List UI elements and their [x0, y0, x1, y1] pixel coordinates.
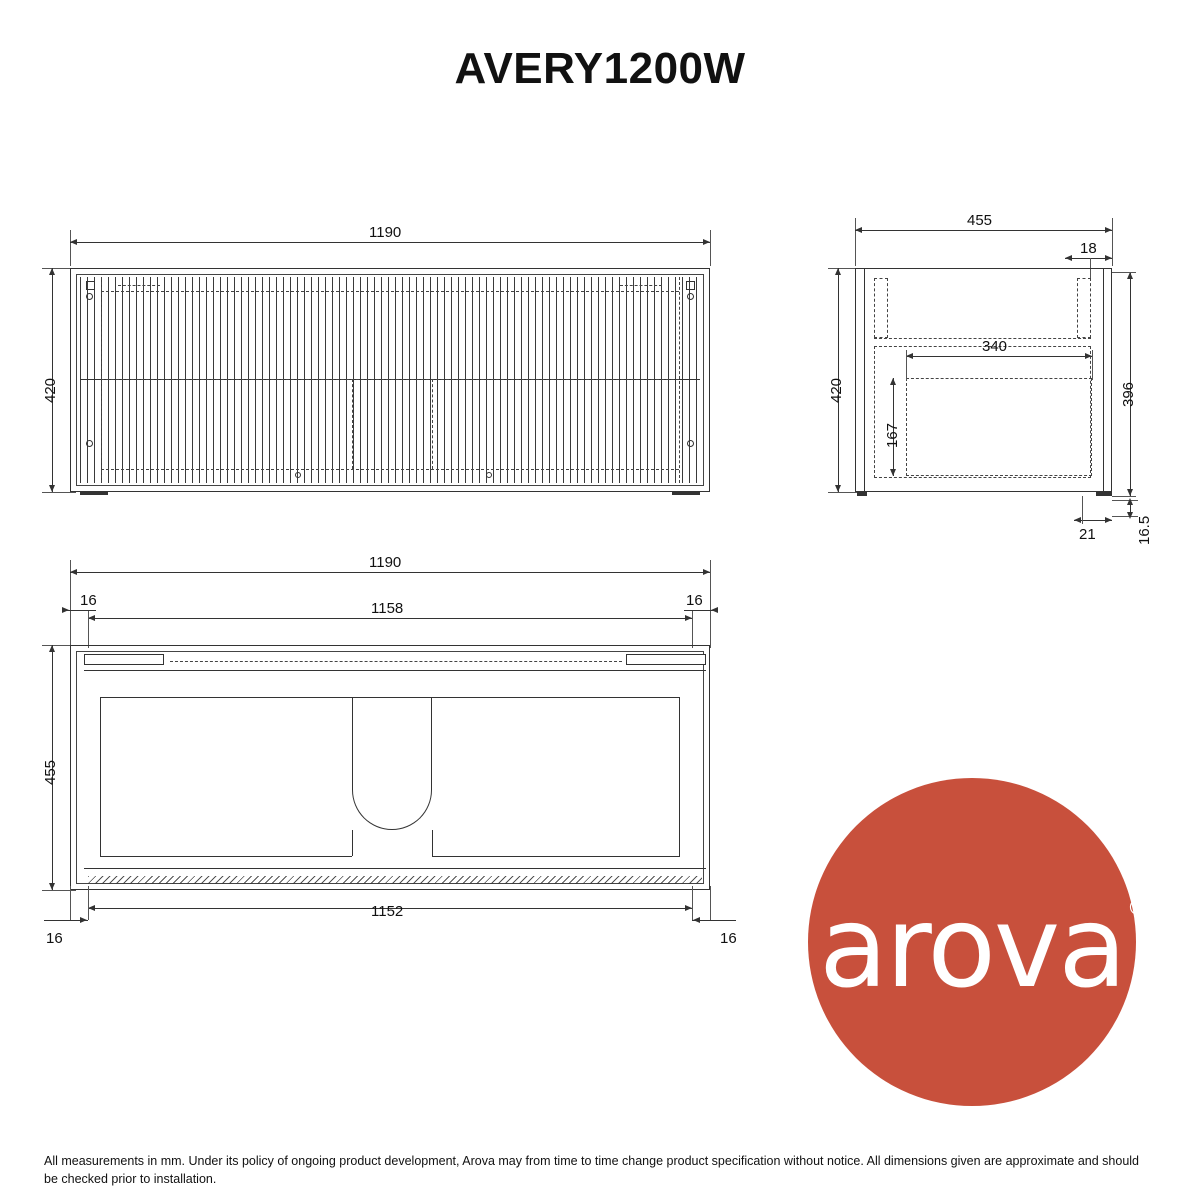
side-inner-width-ext-left — [906, 350, 907, 380]
plan-bottom-ext-right — [692, 886, 693, 920]
front-fixing-mark-tr — [686, 281, 695, 290]
side-foot-height-ext-bottom — [1112, 516, 1138, 517]
side-foot-offset-arrow-right — [1105, 517, 1112, 523]
front-ext-line-left — [70, 230, 71, 266]
side-height-arrow-top — [835, 268, 841, 275]
footer-disclaimer: All measurements in mm. Under its policy of ongoing product development, Arova may from time to time change product specification without notice. All dimensions given are approximate and should be checked prior to installation. — [44, 1154, 1140, 1187]
plan-inner-width-arrow-left — [88, 615, 95, 621]
plan-bottom-width-arrow-left — [88, 905, 95, 911]
plan-rail-left — [84, 654, 164, 665]
plan-depth-arrow-bottom — [49, 883, 55, 890]
logo-wordmark — [819, 883, 1147, 1013]
side-front-panel-line — [864, 268, 865, 492]
plan-rail-right — [626, 654, 706, 665]
plan-br-ext — [710, 886, 711, 920]
side-dashed-runner-left — [874, 278, 888, 338]
front-fixing-mark-tl — [86, 281, 95, 290]
plan-depth-dim-text: 455 — [42, 759, 59, 785]
side-inner-height-dim-text: 167 — [884, 422, 901, 448]
plan-inner-width-dim-line — [88, 618, 692, 619]
front-height-arrow-bottom — [49, 485, 55, 492]
front-fixing-mark-tl2 — [86, 293, 93, 300]
side-body-ext-top — [1112, 272, 1136, 273]
page-title: AVERY1200W — [454, 44, 746, 93]
front-ext-line-right — [710, 230, 711, 266]
side-height-arrow-bottom — [835, 485, 841, 492]
plan-bl-offset-text: 16 — [46, 930, 63, 947]
side-depth-dim-line — [855, 230, 1112, 231]
plan-inner-ext-left — [88, 610, 89, 648]
side-height-dim-text: 420 — [828, 377, 845, 403]
plan-bl-arrow — [80, 917, 87, 923]
front-fixing-mark-br — [687, 440, 694, 447]
plan-left-offset-arrow — [62, 607, 69, 613]
side-inner-width-dim-text: 340 — [982, 338, 1008, 355]
side-foot-front — [857, 492, 867, 496]
front-slat-panel — [80, 277, 700, 483]
front-dashed-left — [101, 277, 102, 483]
side-ext-bottom — [828, 492, 858, 493]
front-fixing-mark-tr2 — [687, 293, 694, 300]
side-panel-arrow-right — [1105, 255, 1112, 261]
plan-inner-width-arrow-right — [685, 615, 692, 621]
side-foot-back — [1096, 492, 1112, 496]
logo-text: arova — [819, 883, 1125, 1013]
plan-rail-dashed — [170, 661, 622, 662]
side-foot-offset-dim-text: 21 — [1079, 526, 1096, 543]
front-dashed-top — [101, 291, 679, 292]
side-back-panel-line — [1103, 268, 1104, 492]
side-depth-arrow-left — [855, 227, 862, 233]
front-width-dim-line — [70, 242, 710, 243]
plan-bl-ext — [70, 886, 71, 920]
side-foot-height-ext-top — [1112, 500, 1138, 501]
side-inner-height-arrow-top — [890, 378, 896, 385]
plan-right-offset-arrow — [711, 607, 718, 613]
plan-bottom-wave — [88, 876, 702, 884]
plan-ext-line-right — [710, 560, 711, 648]
plan-notch-edge-left — [352, 830, 353, 856]
registered-mark-icon: ® — [1126, 896, 1147, 921]
plan-depth-arrow-top — [49, 645, 55, 652]
side-depth-arrow-right — [1105, 227, 1112, 233]
side-depth-dim-text: 455 — [967, 212, 993, 229]
plan-width-arrow-left — [70, 569, 77, 575]
front-dashed-center-left — [352, 379, 353, 469]
side-foot-height-dim-text: 16.5 — [1136, 515, 1153, 545]
front-ext-line-bottom — [42, 492, 76, 493]
plan-br-arrow — [693, 917, 700, 923]
plan-bottom-ext-left — [88, 886, 89, 920]
front-dashed-mid — [101, 379, 679, 380]
plan-basin-bottom-right — [432, 856, 680, 857]
front-dashed-bottom — [101, 469, 679, 470]
plan-bottom-width-dim-text: 1152 — [371, 903, 404, 920]
side-foot-offset-arrow-left — [1074, 517, 1081, 523]
plan-basin-notch — [352, 697, 432, 830]
front-dashed-right — [679, 277, 680, 483]
plan-inner-ext-right — [692, 610, 693, 648]
side-inner-width-arrow-right — [1085, 353, 1092, 359]
front-width-dim-text: 1190 — [369, 224, 402, 241]
side-ext-line-left — [855, 218, 856, 266]
side-inner-height-arrow-bottom — [890, 469, 896, 476]
plan-width-dim-text: 1190 — [369, 554, 402, 571]
plan-notch-edge-right — [432, 830, 433, 856]
plan-bottom-width-arrow-right — [685, 905, 692, 911]
side-panel-dim-text: 18 — [1080, 240, 1097, 257]
front-width-arrow-left — [70, 239, 77, 245]
plan-width-dim-line — [70, 572, 710, 573]
side-body-ext-bottom — [1112, 496, 1136, 497]
front-foot-left — [80, 492, 108, 495]
plan-left-offset-text: 16 — [80, 592, 97, 609]
side-dashed-runner-right — [1077, 278, 1091, 338]
plan-basin-bottom-left — [100, 856, 352, 857]
plan-rail-line — [84, 670, 706, 671]
front-height-dim-text: 420 — [42, 377, 59, 403]
plan-bottom-rail — [84, 868, 706, 869]
front-height-arrow-top — [49, 268, 55, 275]
side-foot-height-arrow-bottom — [1127, 512, 1133, 519]
front-rail-dash-right — [620, 285, 662, 286]
side-inner-width-ext-right — [1092, 350, 1093, 380]
plan-br-offset-text: 16 — [720, 930, 737, 947]
front-width-arrow-right — [703, 239, 710, 245]
side-body-height-dim-text: 396 — [1120, 381, 1137, 407]
side-ext-top — [828, 268, 858, 269]
side-foot-ext-left — [1082, 496, 1083, 524]
plan-right-offset-text: 16 — [686, 592, 703, 609]
side-foot-height-arrow-top — [1127, 498, 1133, 505]
front-dashed-center-right — [432, 379, 433, 469]
side-ext-line-right — [1112, 218, 1113, 266]
arova-logo — [808, 778, 1147, 1106]
side-inner-width-arrow-left — [906, 353, 913, 359]
side-body-height-arrow-top — [1127, 272, 1133, 279]
plan-width-arrow-right — [703, 569, 710, 575]
side-body-height-arrow-bottom — [1127, 489, 1133, 496]
side-inner-width-dim-line — [906, 356, 1092, 357]
front-fixing-mark-bl — [86, 440, 93, 447]
front-foot-right — [672, 492, 700, 495]
plan-inner-width-dim-text: 1158 — [371, 600, 404, 617]
side-dashed-inner-drawer — [906, 378, 1092, 476]
front-handle-mark-left — [295, 472, 301, 478]
front-rail-dash-left — [118, 285, 160, 286]
front-handle-mark-right — [486, 472, 492, 478]
side-panel-arrow-left — [1065, 255, 1072, 261]
